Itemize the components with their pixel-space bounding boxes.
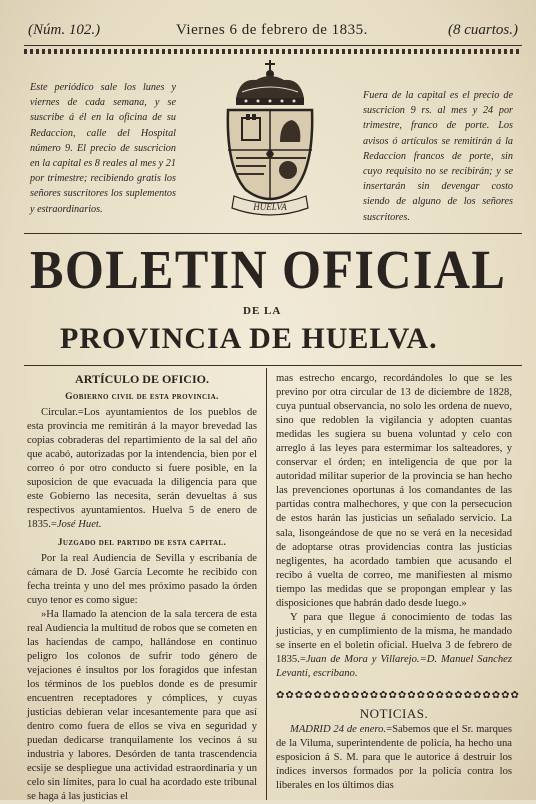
decorative-border [24, 49, 522, 54]
circular-signature: José Huet. [56, 519, 102, 531]
masthead-bar [28, 22, 518, 42]
left-column [27, 372, 257, 804]
issue-number: (Núm. 102.) [28, 22, 101, 38]
issue-date: Viernes 6 de febrero de 1835. [176, 22, 368, 38]
newspaper-subtitle: PROVINCIA DE HUELVA. [60, 322, 438, 355]
news-heading: NOTICIAS. [359, 706, 429, 722]
subscription-notice-left: Este periódico sale los lunes y viernes de cada semana, y se suscribe á él en la oficina de su Redaccion, calle del Hospital número 9. El precio de suscricion en la capital es 8 reales al mes y 21 por trimestre; recibiendo gratis los señores suscritores los suplementos y estraordinarios. [30, 82, 176, 215]
newspaper-title: BOLETIN OFICIAL [30, 239, 507, 300]
section-heading-juzgado: Juzgado del partido de esta capital. [57, 537, 227, 548]
issue-price: (8 cuartos.) [448, 22, 518, 38]
order-continuation: mas estrecho encargo, recordándoles lo que se les previno por otra circular de 13 de diciembre de 1828, cuya puntual observancia, no solo les ordena de nuevo, sino que redoblen la vigilancia y adopten cuantas medidas les sugiera su buena voluntad y celo con arreglo á las leyes para estermimar los salteadores, y conservar el órden; en inteligencia de que por la autoridad militar superior de la provincia se han hecho las prevenciones oportunas á los comandantes de las partidas contra malhechores, y que con la persecucion de estos harán las justicias un señalado servicio. La sala, lisongeándose de que no se verá en la necesidad de adoptarse otras providencias contra las justicias negligentes, ha acordado tambien que acusando el recibo á vuelta de correo, me manifiesten al mismo tiempo las medidas que se propongan emplear y las disposiciones que habrán dado desde luego.» [276, 373, 512, 609]
article-heading: ARTÍCULO DE OFICIO. [75, 372, 209, 386]
title-connector: DE LA [243, 305, 282, 317]
right-column [276, 372, 520, 793]
column-divider [266, 368, 267, 800]
crest-banner-text: HUELVA [253, 202, 287, 212]
columns-top-rule [24, 365, 522, 366]
news-dateline: MADRID 24 de enero. [290, 724, 387, 736]
header-rule [24, 45, 522, 46]
juzgado-intro: Por la real Audiencia de Sevilla y escribanía de cámara de D. José García Lecomte he recibido con fecha treinta y uno del mes próximo pasado la órden cuyo tenor es como sigue: [27, 552, 257, 606]
subscription-notice-right: Fuera de la capital es el precio de suscricion 9 rs. al mes y 24 por trimestre, franco de porte. Los avisos ó artículos se remitirán á la Redaccion francos de porte, sin cuyo requisito no se recibirán; y se insertarán sin devengar costo siendo de alguno de los señores suscritores. [363, 90, 513, 223]
section-heading-gobierno: Gobierno civil de esta provincia. [65, 392, 219, 403]
ornamental-separator: ✿✿✿✿✿✿✿✿✿✿✿✿✿✿✿✿✿✿✿✿✿✿✿✿✿✿ [276, 690, 520, 702]
circular-text: Circular.=Los ayuntamientos de los pueblos de esta provincia me remitirán á la mayor brevedad las copias cobraderas del repartimiento de la sal del año que acabó, autorizadas por la intendencia, bien por el correo ó por otro conducto si fuere posible, en la suposicion de que evacuada la diligencia para que este Gobierno las necesita, serán devueltas á sus respectivos ayuntamientos. Huelva 5 de enero de 1835.=José Huet. [27, 407, 257, 531]
juzgado-quote: »Ha llamado la atencion de la sala tercera de esta real Audiencia la multitud de robos que se cometen en las haciendas de campo, hallándose en continuo peligro los colonos de sufrir todo género de vejaciones é insultos por los foragidos que infestan los términos de los pueblos donde es de presumir encuentren receptadores y cómplices, y cuyas justicias debieran velar incesantemente para que así dentro como fuera de ellos se viva en seguridad y puedan dedicarse tranquilamente los vecinos á su industria y labores. Desórden de tanta trascendencia ecsije se despliegue una actividad estraordinaria y un celo sin límites, para lo cual ha acordado este tribunal se haga á las justicias el [27, 608, 257, 803]
title-rule [24, 233, 522, 234]
closing-signature: Juan de Mora y Villarejo.=D. Manuel Sanchez Levanti, escribano. [276, 653, 512, 679]
news-item-madrid: MADRID 24 de enero.=Sabemos que el Sr. marques de la Viluma, superintendente de policía, ha hecho una esposicion á S. M. para que le autorice á destruir los índices inversos formados por la policía contra los liberales en los últimos dias [276, 724, 512, 792]
closing-paragraph: Y para que llegue á conocimiento de todas las justicias, y en cumplimiento de la misma, he mandado se inserte en el boletin oficial. Huelva 3 de febrero de 1835.=Juan de Mora y Villarejo.=D. Manuel Sanchez Levanti, escribano. [276, 611, 512, 679]
royal-coat-of-arms-icon [206, 58, 334, 220]
